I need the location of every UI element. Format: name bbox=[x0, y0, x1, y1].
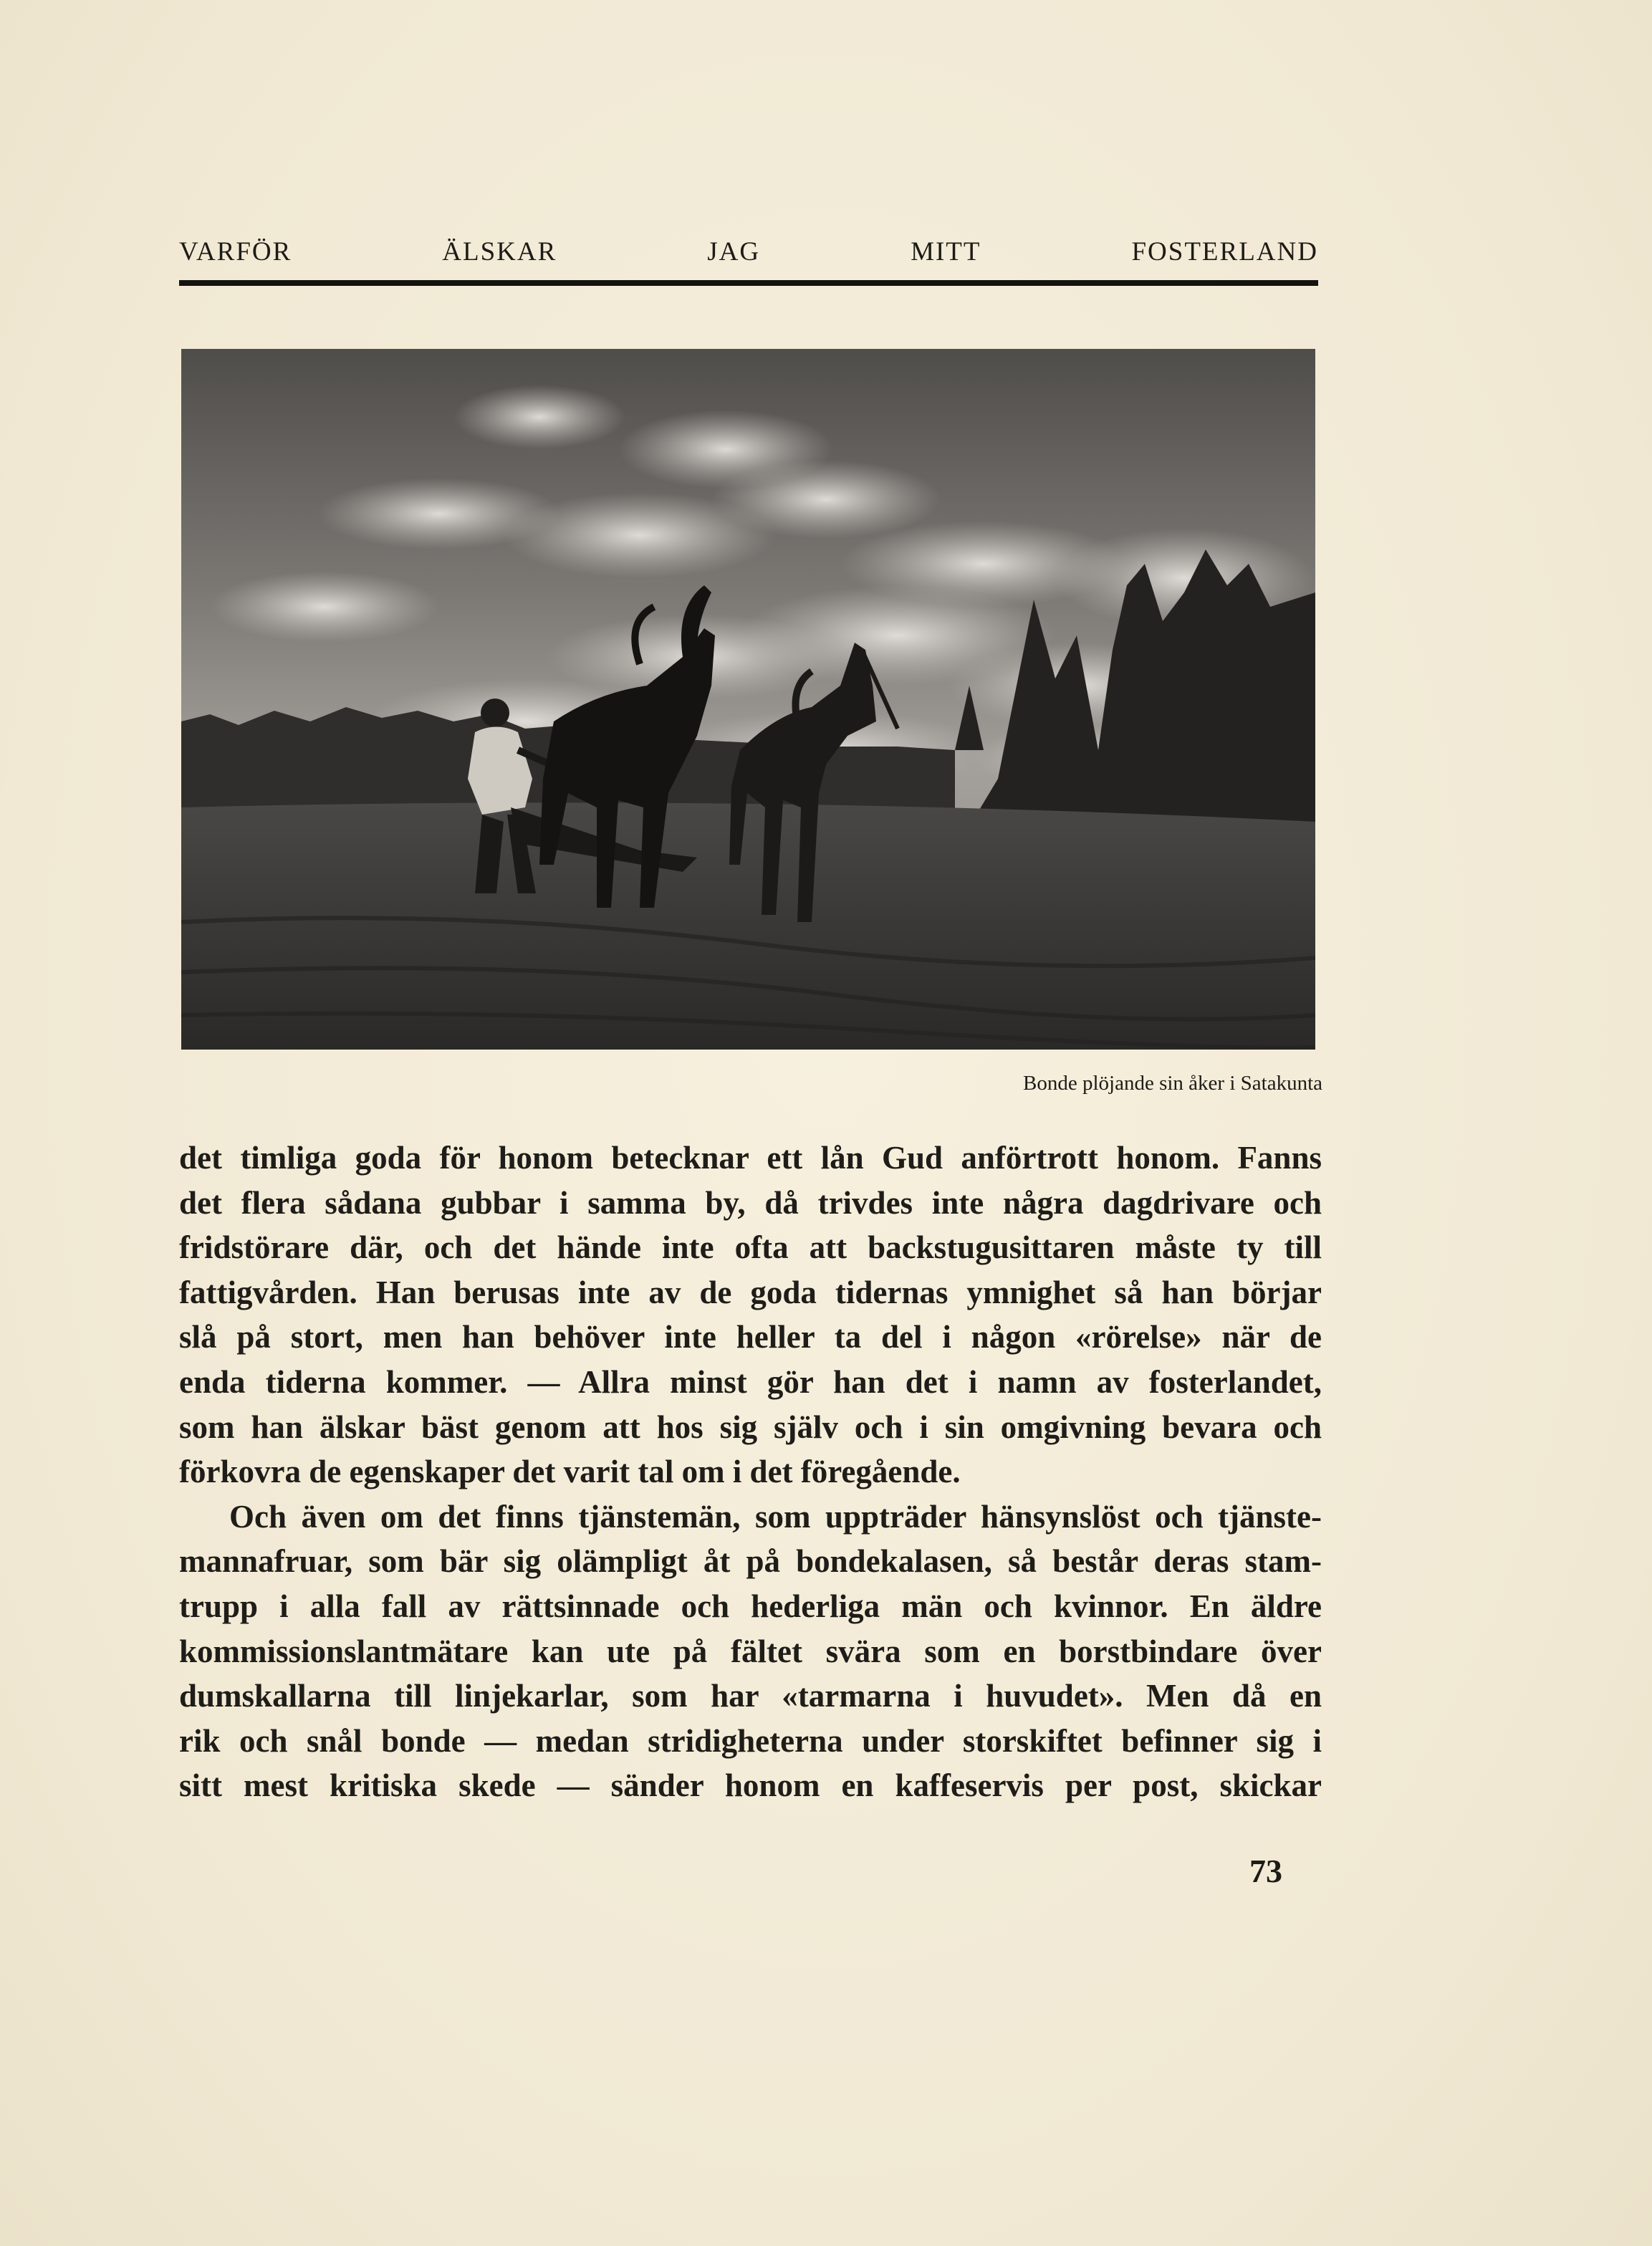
text-line: fridstörare där, och det hände inte ofta att backstugusittaren måste ty till bbox=[179, 1229, 1322, 1266]
running-head-word: ÄLSKAR bbox=[442, 237, 557, 267]
running-head bbox=[179, 236, 1318, 268]
photo-plowing-farmer bbox=[181, 349, 1315, 1050]
text-line: fattigvården. Han berusas inte av de goda tidernas ymnighet så han börjar bbox=[179, 1274, 1322, 1310]
text-line: Och även om det finns tjänstemän, som uppträder hänsynslöst och tjänste- bbox=[229, 1498, 1322, 1535]
page-number: 73 bbox=[1249, 1853, 1282, 1889]
running-head-word: VARFÖR bbox=[179, 237, 292, 267]
text-line: det flera sådana gubbar i samma by, då trivdes inte några dagdrivare och bbox=[179, 1184, 1322, 1221]
text-line: förkovra de egenskaper det varit tal om i det föregående. bbox=[179, 1454, 961, 1490]
figure-caption: Bonde plöjande sin åker i Satakunta bbox=[1023, 1072, 1322, 1095]
header-rule bbox=[179, 280, 1318, 286]
text-line: mannafruar, som bär sig olämpligt åt på bondekalasen, så består deras stam- bbox=[179, 1543, 1322, 1580]
running-head-word: FOSTERLAND bbox=[1131, 237, 1318, 267]
photo-illustration bbox=[181, 349, 1315, 1050]
running-head-word: MITT bbox=[911, 237, 981, 267]
text-line: sitt mest kritiska skede — sänder honom en kaffeservis per post, skickar bbox=[179, 1767, 1322, 1804]
body-text bbox=[179, 1136, 1322, 1808]
text-line: dumskallarna till linjekarlar, som har «tarmarna i huvudet». Men då en bbox=[179, 1678, 1322, 1714]
running-head-word: JAG bbox=[707, 237, 761, 267]
text-line: slå på stort, men han behöver inte heller ta del i någon «rörelse» när de bbox=[179, 1319, 1322, 1355]
text-line: det timliga goda för honom betecknar ett lån Gud anförtrott honom. Fanns bbox=[179, 1140, 1322, 1176]
text-line: som han älskar bäst genom att hos sig själv och i sin omgivning bevara och bbox=[179, 1408, 1322, 1445]
text-line: kommissionslantmätare kan ute på fältet svära som en borstbindare över bbox=[179, 1633, 1322, 1669]
text-line: rik och snål bonde — medan stridigheterna under storskiftet befinner sig i bbox=[179, 1722, 1322, 1759]
text-line: enda tiderna kommer. — Allra minst gör han det i namn av fosterlandet, bbox=[179, 1363, 1322, 1400]
text-line: trupp i alla fall av rättsinnade och hederliga män och kvinnor. En äldre bbox=[179, 1588, 1322, 1624]
